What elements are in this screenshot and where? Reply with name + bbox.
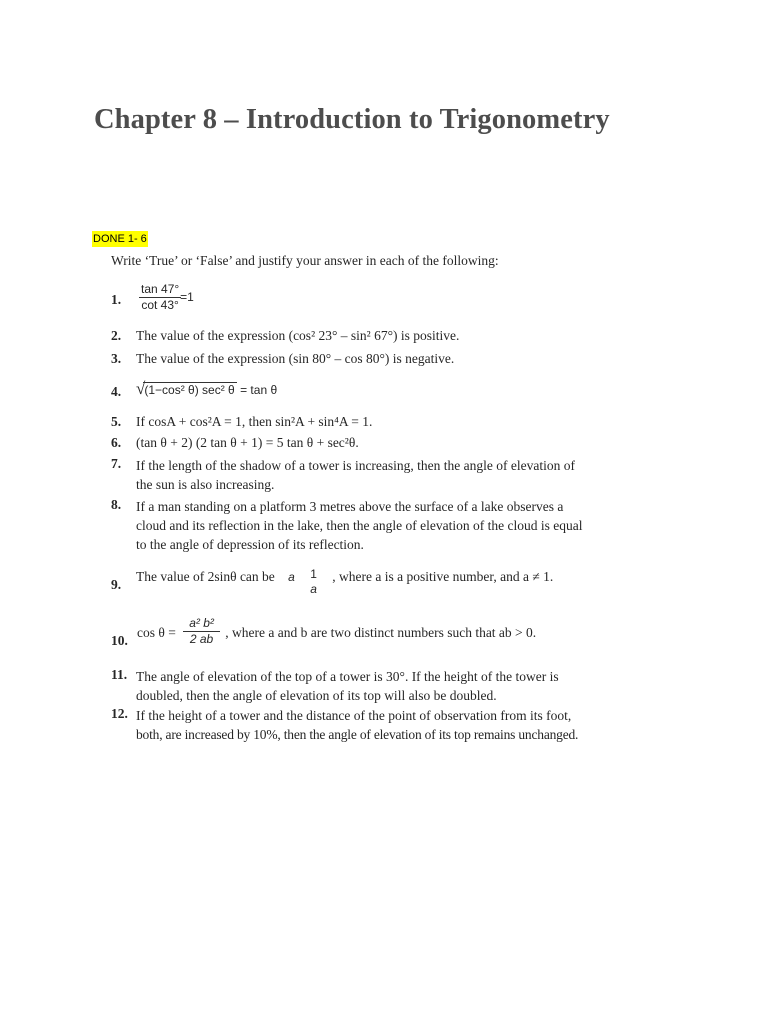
question-body <box>137 282 194 313</box>
question-body <box>136 381 277 398</box>
fraction-numerator: 1 <box>310 567 317 581</box>
question-suffix: , where a is a positive number, and a ≠ 1. <box>332 569 554 585</box>
question-number: 4. <box>111 384 122 399</box>
question-text <box>136 456 575 494</box>
radicand: (1−cos² θ) sec² θ <box>144 383 235 397</box>
question-line: doubled, then the angle of elevation of its top will also be doubled. <box>136 688 497 703</box>
question-line: The angle of elevation of the top of a tower is 30°. If the height of the tower is <box>136 669 559 684</box>
question-line: to the angle of depression of its reflection. <box>136 537 364 552</box>
fraction-numerator: a² b² <box>183 616 220 632</box>
question-number: 12. <box>111 706 128 721</box>
variable-a: a <box>288 570 295 585</box>
fraction <box>183 616 220 647</box>
question-number: 1. <box>111 292 122 307</box>
question-number: 8. <box>111 497 122 512</box>
fraction-numerator: tan 47° <box>141 282 180 296</box>
question-text: (tan θ + 2) (2 tan θ + 1) = 5 tan θ + sec²θ. <box>136 435 359 450</box>
question-line: If a man standing on a platform 3 metres above the surface of a lake observes a <box>136 499 564 514</box>
fraction-denominator: a <box>310 582 317 596</box>
fraction-denominator: cot 43° <box>141 298 179 312</box>
question-number: 9. <box>111 577 122 592</box>
question-body <box>137 616 536 647</box>
square-root-sign: √ <box>136 379 146 398</box>
question-number: 6. <box>111 435 122 450</box>
fraction <box>308 567 319 597</box>
question-number: 10. <box>111 633 128 648</box>
question-line: If the height of a tower and the distance of the point of observation from its foot, <box>136 708 572 723</box>
question-number: 3. <box>111 351 122 366</box>
expression-suffix: =1 <box>180 289 194 304</box>
question-number: 11. <box>111 667 128 682</box>
question-number: 2. <box>111 328 122 343</box>
question-text <box>136 706 578 744</box>
highlighted-tag: DONE 1- 6 <box>93 233 147 245</box>
question-line: both, are increased by 10%, then the angle of elevation of its top remains unchanged. <box>136 727 579 742</box>
question-text <box>136 667 559 705</box>
question-text: If cosA + cos²A = 1, then sin²A + sin⁴A = 1. <box>136 414 373 429</box>
question-suffix: , where a and b are two distinct numbers such that ab > 0. <box>225 624 537 640</box>
question-line: If the length of the shadow of a tower is increasing, then the angle of elevation of <box>136 458 575 473</box>
question-line: the sun is also increasing. <box>136 477 275 492</box>
question-line: cloud and its reflection in the lake, then the angle of elevation of the cloud is equal <box>136 518 583 533</box>
question-text <box>136 497 582 554</box>
expression-suffix: = tan θ <box>240 383 278 397</box>
instruction-text: Write ‘True’ or ‘False’ and justify your answer in each of the following: <box>111 253 499 268</box>
page-title: Chapter 8 – Introduction to Trigonometry <box>94 104 610 135</box>
question-number: 5. <box>111 414 122 429</box>
question-text: The value of the expression (sin 80° – cos 80°) is negative. <box>136 351 455 366</box>
question-number: 7. <box>111 456 122 471</box>
question-text: The value of the expression (cos² 23° – sin² 67°) is positive. <box>136 328 460 343</box>
question-prefix: cos θ = <box>137 624 176 640</box>
fraction-denominator: 2 ab <box>189 632 214 646</box>
question-body <box>136 567 553 597</box>
fraction <box>139 282 181 313</box>
question-prefix: The value of 2sinθ can be <box>136 569 275 585</box>
